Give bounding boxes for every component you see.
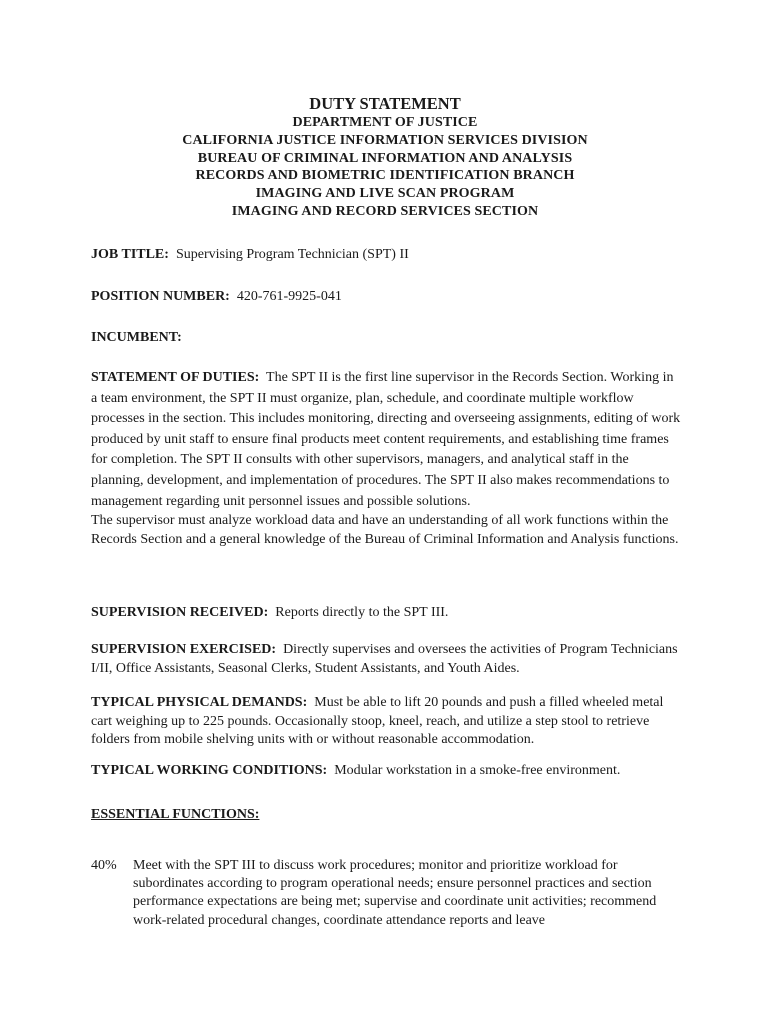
- incumbent-field: [91, 329, 681, 348]
- duties-label: STATEMENT OF DUTIES:: [91, 370, 260, 385]
- header-line-section: IMAGING AND RECORD SERVICES SECTION: [231, 203, 539, 219]
- supervision-exercised-label: SUPERVISION EXERCISED:: [91, 642, 277, 657]
- header-line-program: IMAGING AND LIVE SCAN PROGRAM: [255, 186, 515, 202]
- document-title: DUTY STATEMENT: [309, 94, 461, 113]
- supervision-exercised-field: [91, 641, 681, 678]
- working-conditions-label: TYPICAL WORKING CONDITIONS:: [91, 763, 328, 778]
- incumbent-label: INCUMBENT:: [91, 330, 182, 345]
- duties-text-1: The SPT II is the first line supervisor in the Records Section. Working in a team environment, the SPT II must organize, plan, schedule, and coordinate multiple workflow processes in the section. This includes monitoring, directing and overseeing assignments, editing of work produced by unit staff to ensure final products meet content requirements, and establishing time frames for completion. The SPT II consults with other supervisors, managers, and analytical staff in the planning, development, and implementation of procedures. The SPT II also makes recommendations to management regarding unit personnel issues and possible solutions.: [91, 370, 681, 509]
- essential-functions-label: ESSENTIAL FUNCTIONS:: [91, 807, 260, 822]
- physical-demands-label: TYPICAL PHYSICAL DEMANDS:: [91, 695, 308, 710]
- position-number-label: POSITION NUMBER:: [91, 289, 230, 304]
- physical-demands-field: [91, 694, 681, 750]
- supervision-exercised-value: Directly supervises and oversees the activities of Program Technicians I/II, Office Assistants, Seasonal Clerks, Student Assistants, and Youth Aides.: [91, 642, 678, 676]
- document-header: [0, 94, 770, 221]
- duties-paragraph-1: [91, 368, 681, 512]
- header-line-branch: RECORDS AND BIOMETRIC IDENTIFICATION BRANCH: [195, 168, 575, 184]
- job-title-value: Supervising Program Technician (SPT) II: [175, 247, 409, 262]
- header-line-department: DEPARTMENT OF JUSTICE: [292, 115, 478, 130]
- job-title-field: [91, 246, 681, 265]
- position-number-field: [91, 288, 681, 307]
- statement-of-duties: [91, 368, 681, 549]
- supervision-received-field: [91, 604, 681, 623]
- header-line-division: CALIFORNIA JUSTICE INFORMATION SERVICES DIVISION: [182, 132, 588, 148]
- position-number-value: 420-761-9925-041: [236, 289, 342, 304]
- essential-functions-heading: [91, 806, 681, 825]
- header-line-bureau: BUREAU OF CRIMINAL INFORMATION AND ANALYSIS: [197, 150, 573, 166]
- supervision-received-label: SUPERVISION RECEIVED:: [91, 605, 269, 620]
- duties-paragraph-2: The supervisor must analyze workload data and have an understanding of all work functions within the Records Section and a general knowledge of the Bureau of Criminal Information and Analysis functions.: [91, 513, 679, 547]
- physical-demands-value: Must be able to lift 20 pounds and push a filled wheeled metal cart weighing up to 225 pounds. Occasionally stoop, kneel, reach, and utilize a step stool to retrieve folders from mobile shelving units with or without reasonable accommodation.: [91, 695, 664, 747]
- job-title-label: JOB TITLE:: [91, 247, 169, 262]
- working-conditions-field: [91, 762, 681, 781]
- function-percent: 40%: [91, 858, 117, 873]
- supervision-received-value: Reports directly to the SPT III.: [275, 605, 449, 620]
- working-conditions-value: Modular workstation in a smoke-free environment.: [334, 763, 621, 778]
- function-description: Meet with the SPT III to discuss work procedures; monitor and prioritize workload for subordinates according to program operational needs; ensure personnel practices and section performance expectations are being met; supervise and coordinate unit activities; recommend work-related procedural changes, coordinate attendance reports and leave: [133, 858, 657, 928]
